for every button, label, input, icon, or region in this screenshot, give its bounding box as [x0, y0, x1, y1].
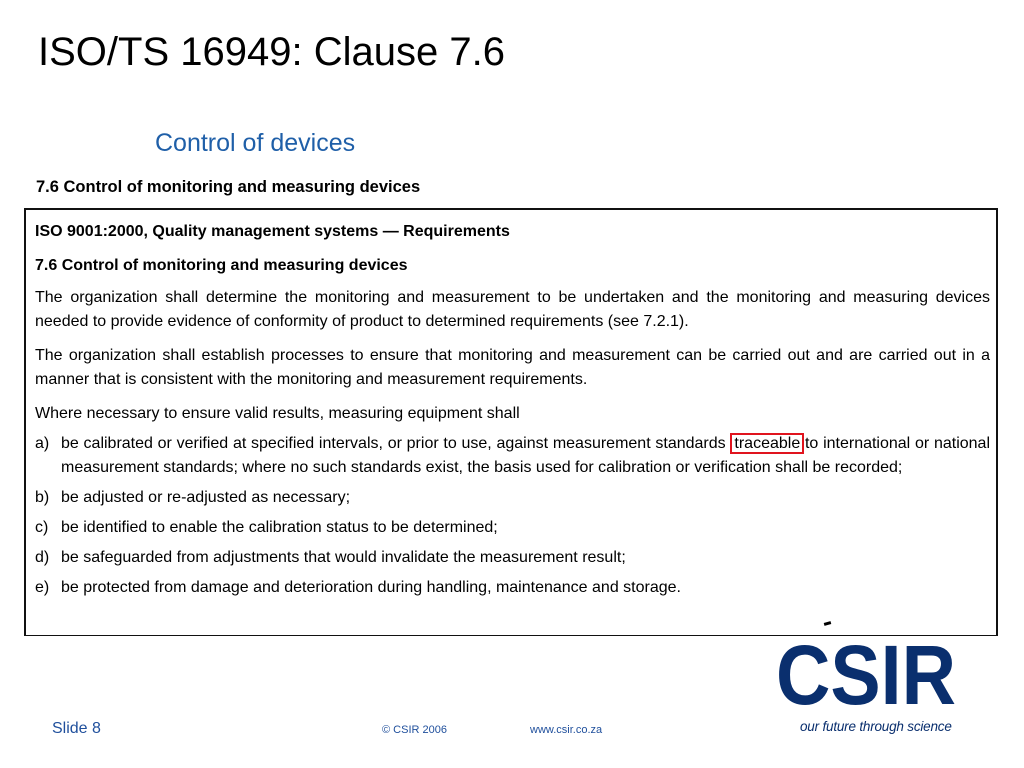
list-text-before: be calibrated or verified at specified intervals, or prior to use, against measurement standards — [61, 435, 731, 452]
list-text-after: to international or national measurement standards; where no such standards exist, the basis used for calibration or verification shall be recorded; — [61, 435, 990, 476]
list-item-c — [35, 516, 990, 540]
website-link[interactable]: www.csir.co.za — [530, 724, 603, 736]
csir-logo-text: CSIR — [776, 640, 956, 712]
list-label: a) — [35, 435, 50, 452]
slide-subtitle: Control of devices — [155, 129, 356, 157]
list-label: b) — [35, 489, 50, 506]
list-label: d) — [35, 549, 50, 566]
document-heading: 7.6 Control of monitoring and measuring devices — [36, 178, 421, 196]
logo-tagline: our future through science — [800, 719, 952, 734]
list-text: be identified to enable the calibration status to be determined; — [61, 519, 498, 536]
copyright: © CSIR 2006 — [382, 724, 447, 736]
highlighted-word-traceable: traceable — [730, 433, 804, 454]
paragraph-1: The organization shall determine the monitoring and measurement to be undertaken and the monitoring and measuring devices needed to provide evidence of conformity of product to determined requirements (see 7.2.1). — [35, 289, 990, 330]
list-text: be adjusted or re-adjusted as necessary; — [61, 489, 351, 506]
list-item-b — [35, 486, 990, 510]
slide-number: Slide 8 — [52, 720, 101, 737]
clause-title: 7.6 Control of monitoring and measuring devices — [35, 257, 408, 274]
list-text: be protected from damage and deterioration during handling, maintenance and storage. — [61, 579, 681, 596]
standard-excerpt-text — [35, 220, 990, 606]
list-item-e — [35, 576, 990, 600]
list-intro: Where necessary to ensure valid results, measuring equipment shall — [35, 405, 520, 422]
slide-title: ISO/TS 16949: Clause 7.6 — [38, 30, 505, 74]
list-text: be safeguarded from adjustments that would invalidate the measurement result; — [61, 549, 626, 566]
csir-logo — [776, 640, 960, 712]
list-item-d — [35, 546, 990, 570]
paragraph-2: The organization shall establish processes to ensure that monitoring and measurement can be carried out and are carried out in a manner that is consistent with the monitoring and measurement requirements. — [35, 347, 990, 388]
list-text — [61, 432, 990, 480]
standard-title: ISO 9001:2000, Quality management systems — Requirements — [35, 223, 510, 240]
list-item-a — [35, 432, 990, 480]
list-label: c) — [35, 519, 49, 536]
list-label: e) — [35, 579, 50, 596]
